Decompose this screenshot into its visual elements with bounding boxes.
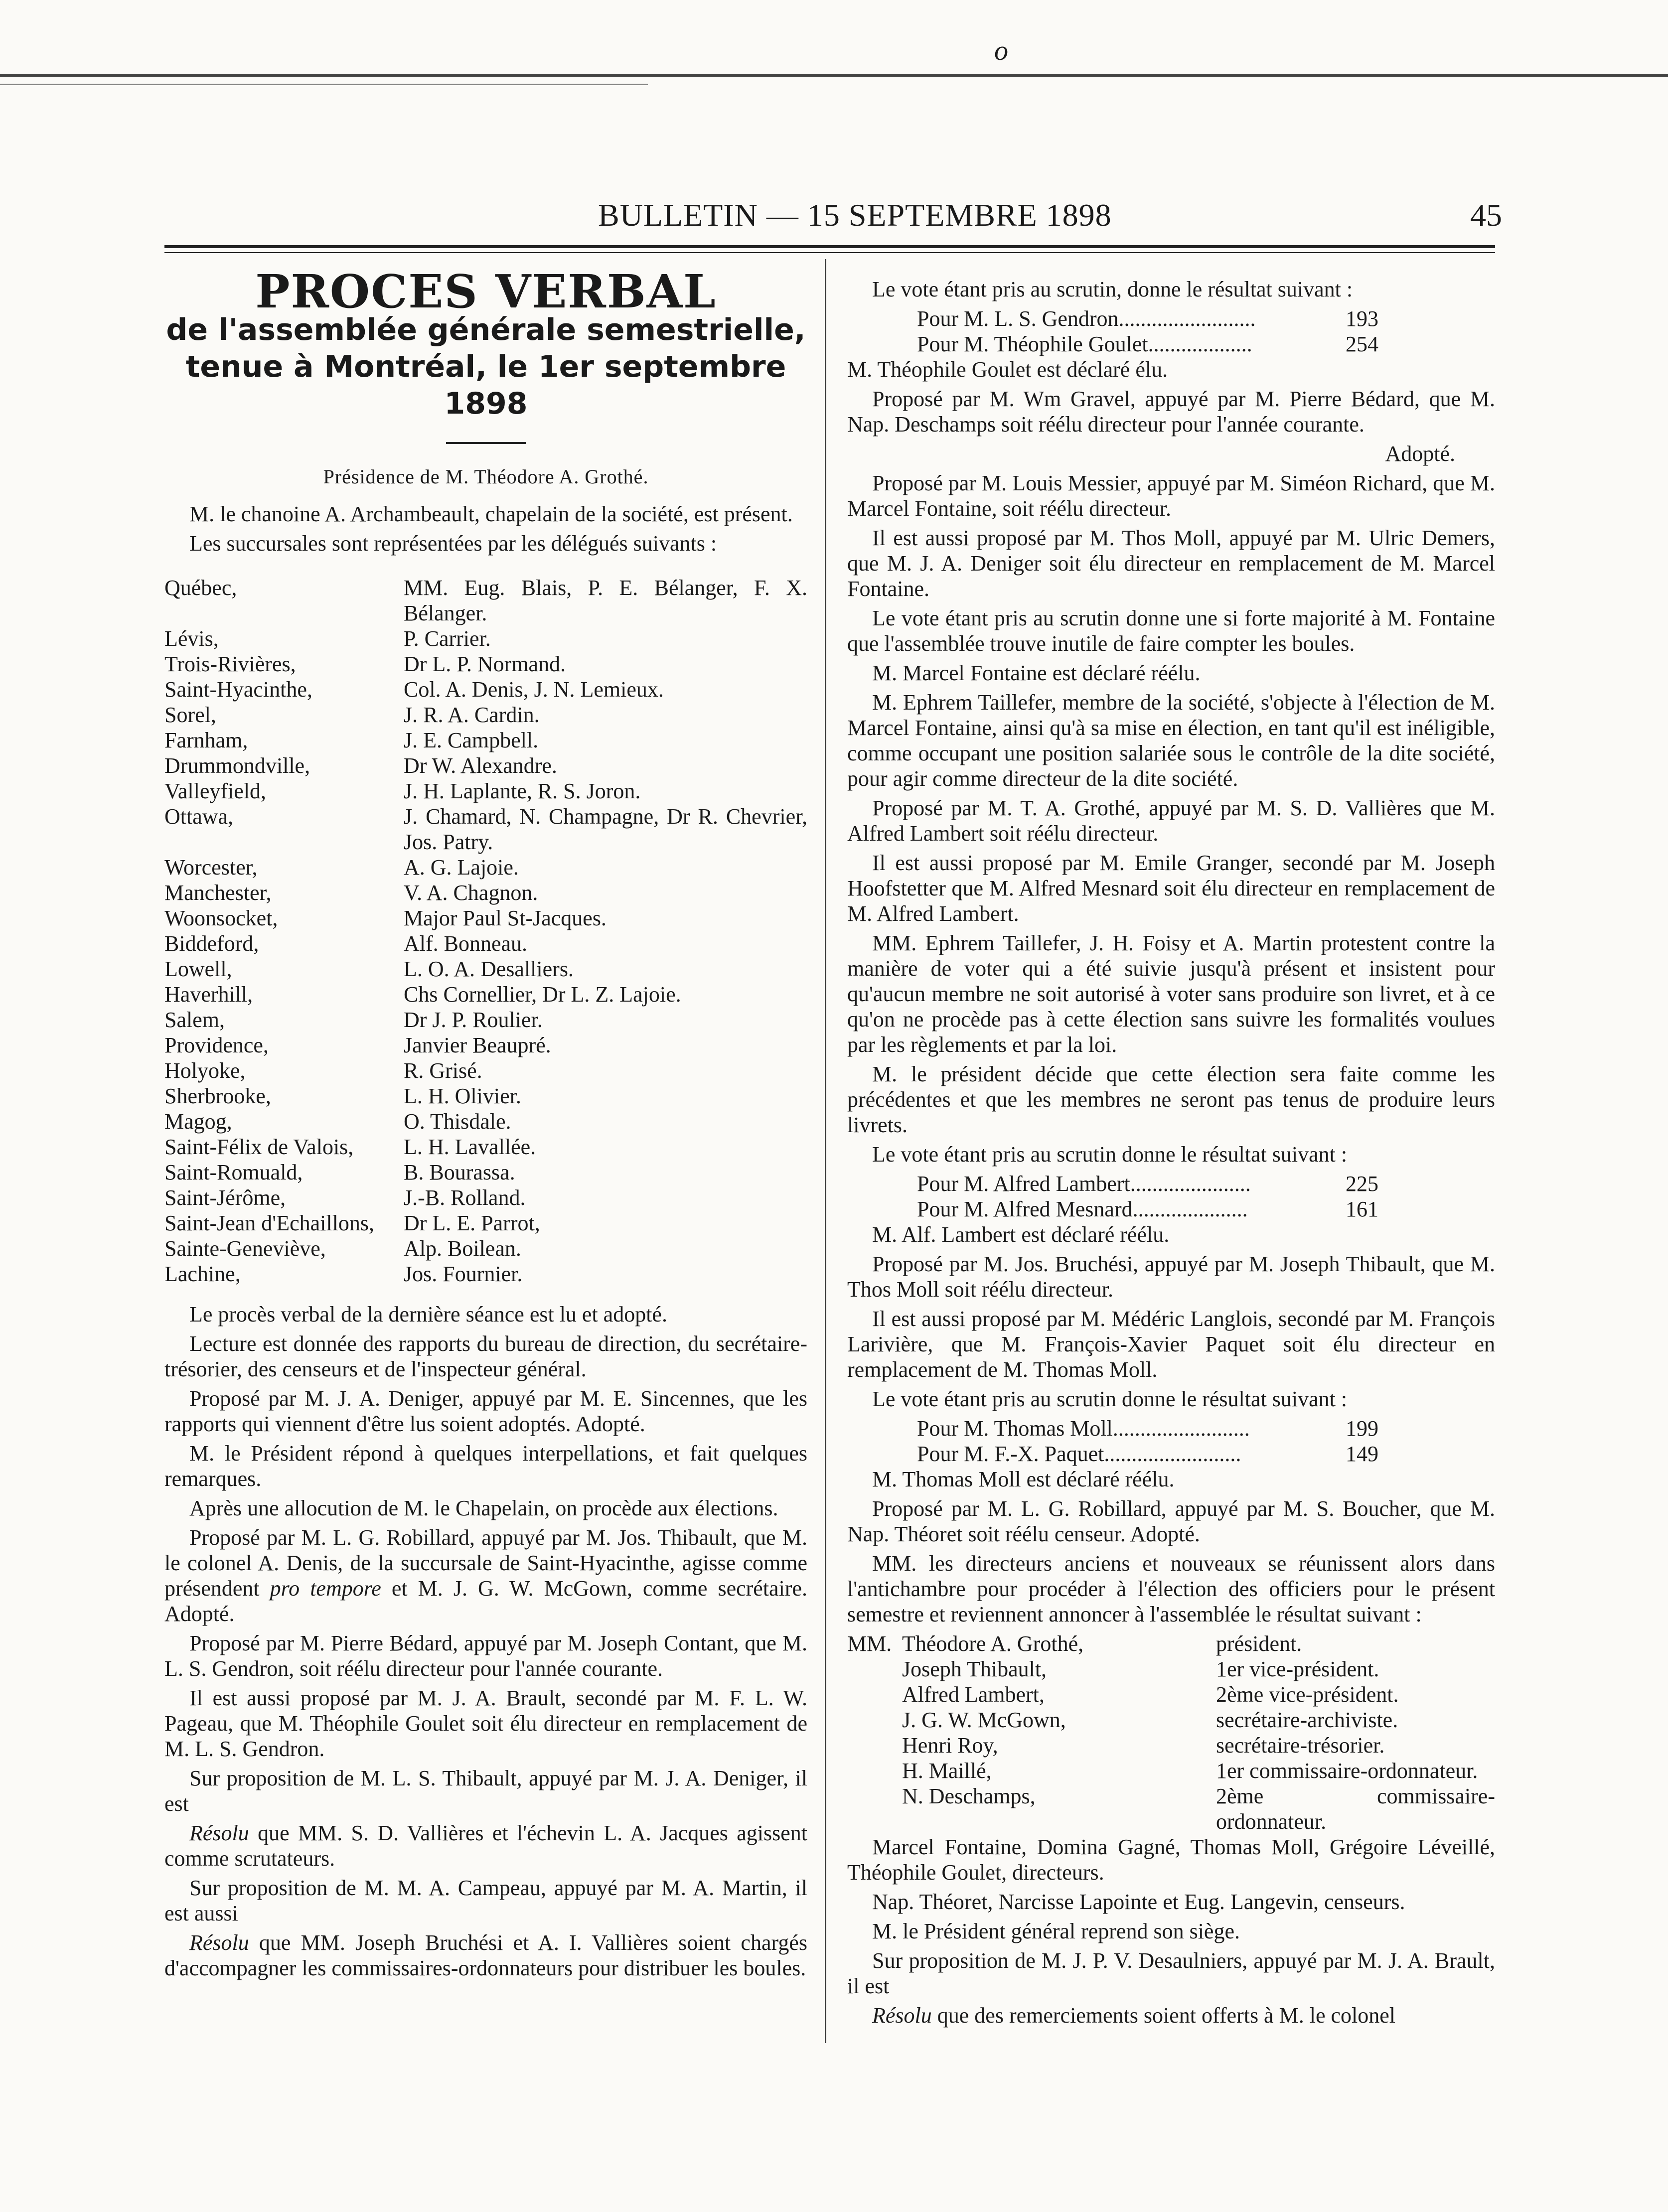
officer-role: 1er commissaire-ordonnateur.: [1216, 1759, 1478, 1783]
delegate-row: [164, 1032, 807, 1058]
paragraph: MM. Ephrem Taillefer, J. H. Foisy et A. Martin protestent contre la manière de voter qui a été suivie jusqu'à présent et insistent pour qu'aucun membre ne soit autorisé à voter sans produire son livret, et à ce qu'on ne procède pas à cette élection sans suivre les formalités voulues par les règlements et par la loi.: [847, 931, 1495, 1057]
paragraph: M. le Président répond à quelques interpellations, et fait quelques remarques.: [164, 1441, 807, 1491]
delegate-names: Alp. Boilean.: [404, 1236, 521, 1261]
vote-row: [847, 331, 1495, 357]
delegate-row: [164, 1210, 807, 1236]
delegate-city: Sorel,: [164, 703, 216, 727]
officer-row: [847, 1758, 1495, 1783]
delegate-row: [164, 982, 807, 1007]
officer-role: 2ème commissaire-ordonnateur.: [1216, 1784, 1495, 1834]
delegate-row: [164, 575, 807, 626]
delegate-city: Valleyfield,: [164, 779, 267, 803]
paragraph: Proposé par M. Jos. Bruchési, appuyé par M. Joseph Thibault, que M. Thos Moll soit réélu directeur.: [847, 1252, 1495, 1302]
delegate-city: Sainte-Geneviève,: [164, 1236, 326, 1261]
paragraph: Résolu que des remerciements soient offerts à M. le colonel: [872, 2003, 1395, 2028]
delegate-city: Haverhill,: [164, 982, 253, 1007]
delegate-city: Trois-Rivières,: [164, 652, 296, 676]
officer-row: [847, 1682, 1495, 1707]
column-divider: [825, 259, 826, 2043]
officer-name: Joseph Thibault,: [902, 1657, 1047, 1681]
delegate-names: P. Carrier.: [404, 626, 491, 651]
vote-candidate: Pour M. Théophile Goulet...................: [917, 332, 1252, 356]
delegate-row: [164, 677, 807, 702]
delegate-city: Saint-Jérôme,: [164, 1185, 286, 1210]
delegates-list: [164, 575, 807, 1287]
paragraph: Il est aussi proposé par M. Thos Moll, appuyé par M. Ulric Demers, que M. J. A. Deniger soit élu directeur en remplacement de M. Marcel Fontaine.: [847, 526, 1495, 601]
paragraph: Proposé par M. T. A. Grothé, appuyé par M. S. D. Vallières que M. Alfred Lambert soit réélu directeur.: [847, 796, 1495, 846]
delegate-row: [164, 905, 807, 931]
vote-candidate: Pour M. L. S. Gendron.........................: [917, 306, 1256, 331]
scan-border-line-2: [0, 84, 648, 85]
officer-role: secrétaire-archiviste.: [1216, 1708, 1398, 1732]
delegate-city: Salem,: [164, 1008, 225, 1032]
delegate-names: J.-B. Rolland.: [404, 1185, 526, 1210]
delegate-row: [164, 1058, 807, 1083]
delegate-names: Janvier Beaupré.: [404, 1033, 551, 1057]
paragraph: Résolu que MM. S. D. Vallières et l'échevin L. A. Jacques agissent comme scrutateurs.: [164, 1821, 807, 1871]
vote-count: 161: [1346, 1197, 1378, 1221]
officer-row: [847, 1783, 1495, 1834]
paragraph: M. Théophile Goulet est déclaré élu.: [847, 357, 1168, 382]
vote-row: [847, 1196, 1495, 1222]
top-mark: o: [994, 35, 1008, 66]
officers-prefix: [847, 1758, 902, 1783]
officer-role: 1er vice-président.: [1216, 1657, 1379, 1681]
delegate-row: [164, 728, 807, 753]
paragraph: Proposé par M. L. G. Robillard, appuyé par M. Jos. Thibault, que M. le colonel A. Denis, de la succursale de Saint-Hyacinthe, agisse comme présendent pro tempore et M. J. G. W. McGown, comme secrétaire. Adopté.: [164, 1525, 807, 1626]
delegate-row: [164, 880, 807, 905]
officer-name: H. Maillé,: [902, 1759, 992, 1783]
delegate-city: Holyoke,: [164, 1058, 246, 1083]
paragraph: Proposé par M. Wm Gravel, appuyé par M. Pierre Bédard, que M. Nap. Deschamps soit réélu directeur pour l'année courante.: [847, 387, 1495, 437]
running-header: BULLETIN — 15 SEPTEMBRE 1898: [598, 197, 1112, 233]
officers-prefix: [847, 1656, 902, 1682]
delegate-city: Biddeford,: [164, 931, 259, 956]
delegate-names: Col. A. Denis, J. N. Lemieux.: [404, 677, 664, 702]
vote-row: [847, 1416, 1495, 1441]
officer-row: [847, 1631, 1495, 1656]
delegate-city: Lachine,: [164, 1262, 241, 1286]
delegate-city: Saint-Hyacinthe,: [164, 677, 312, 702]
delegate-city: Québec,: [164, 576, 237, 600]
delegate-row: [164, 1185, 807, 1210]
paragraph: Le vote étant pris au scrutin, donne le résultat suivant :: [872, 277, 1353, 301]
vote-result-2: [847, 1171, 1495, 1222]
paragraph: Le vote étant pris au scrutin donne le résultat suivant :: [872, 1387, 1348, 1411]
delegate-row: [164, 1134, 807, 1160]
officers-prefix: [847, 1682, 902, 1707]
paragraph: M. Thomas Moll est déclaré réélu.: [872, 1467, 1175, 1491]
paragraph: Sur proposition de M. M. A. Campeau, appuyé par M. A. Martin, il est aussi: [164, 1876, 807, 1925]
paragraph: Nap. Théoret, Narcisse Lapointe et Eug. Langevin, censeurs.: [872, 1890, 1405, 1914]
delegate-names: Chs Cornellier, Dr L. Z. Lajoie.: [404, 982, 681, 1007]
delegate-names: B. Bourassa.: [404, 1160, 515, 1184]
vote-count: 199: [1346, 1416, 1378, 1441]
right-column: [847, 277, 1495, 2032]
delegate-row: [164, 702, 807, 728]
delegate-row: [164, 626, 807, 651]
officer-row: [847, 1656, 1495, 1682]
vote-count: 254: [1346, 332, 1378, 356]
delegate-names: Dr L. E. Parrot,: [404, 1211, 540, 1235]
delegate-names: L. H. Lavallée.: [404, 1135, 536, 1159]
delegate-city: Saint-Romuald,: [164, 1160, 303, 1184]
paragraph: Lecture est donnée des rapports du bureau de direction, du secrétaire-trésorier, des censeurs et de l'inspecteur général.: [164, 1331, 807, 1381]
paragraph: M. Alf. Lambert est déclaré réélu.: [872, 1222, 1170, 1247]
delegate-city: Saint-Jean d'Echaillons,: [164, 1211, 374, 1235]
document-subtitle: de l'assemblée générale semestrielle, tenue à Montréal, le 1er septembre 1898: [166, 312, 806, 421]
delegate-names: V. A. Chagnon.: [404, 881, 538, 905]
paragraph: Marcel Fontaine, Domina Gagné, Thomas Moll, Grégoire Léveillé, Théophile Goulet, directeurs.: [847, 1835, 1495, 1885]
paragraph: Résolu que MM. Joseph Bruchési et A. I. Vallières soient chargés d'accompagner les commissaires-ordonnateurs pour distribuer les boules.: [164, 1930, 807, 1980]
delegate-names: L. H. Olivier.: [404, 1084, 521, 1108]
officers-prefix: MM.: [847, 1631, 892, 1656]
delegate-names: L. O. A. Desalliers.: [404, 957, 574, 981]
delegate-row: [164, 1007, 807, 1032]
vote-candidate: Pour M. Thomas Moll.........................: [917, 1416, 1250, 1441]
delegate-row: [164, 1160, 807, 1185]
vote-row: [847, 1171, 1495, 1196]
delegate-row: [164, 855, 807, 880]
vote-row: [847, 306, 1495, 331]
paragraph: Le procès verbal de la dernière séance est lu et adopté.: [189, 1302, 667, 1327]
presidence-line: Présidence de M. Théodore A. Grothé.: [323, 465, 649, 488]
header-rule: [164, 245, 1495, 248]
delegate-names: A. G. Lajoie.: [404, 855, 519, 880]
delegate-city: Lévis,: [164, 626, 219, 651]
delegate-names: J. E. Campbell.: [404, 728, 539, 752]
delegate-names: Dr W. Alexandre.: [404, 753, 557, 778]
paragraph: Il est aussi proposé par M. Emile Granger, secondé par M. Joseph Hoofstetter que M. Alfred Mesnard soit élu directeur en remplacement de M. Alfred Lambert.: [847, 851, 1495, 926]
paragraph: M. Ephrem Taillefer, membre de la société, s'objecte à l'élection de M. Marcel Fontaine, ainsi qu'à sa mise en élection, en tant qu'il est inéligible, comme occupant une position salariée sous le contrôle de la dite société, pour agir comme directeur de la dite société.: [847, 690, 1495, 791]
officer-name: Alfred Lambert,: [902, 1682, 1045, 1707]
left-column: [164, 265, 807, 1985]
delegate-row: [164, 1236, 807, 1261]
delegate-names: J. R. A. Cardin.: [404, 703, 540, 727]
delegate-city: Ottawa,: [164, 804, 234, 829]
delegate-row: [164, 931, 807, 956]
delegate-names: Jos. Fournier.: [404, 1262, 523, 1286]
paragraph: M. le chanoine A. Archambeault, chapelain de la société, est présent.: [189, 502, 793, 526]
officer-row: [847, 1733, 1495, 1758]
vote-candidate: Pour M. F.-X. Paquet.........................: [917, 1442, 1241, 1466]
paragraph: M. le Président général reprend son siège.: [872, 1919, 1240, 1943]
delegate-city: Lowell,: [164, 957, 232, 981]
officer-name: J. G. W. McGown,: [902, 1708, 1066, 1732]
delegate-row: [164, 1261, 807, 1287]
officers-prefix: [847, 1707, 902, 1733]
delegate-city: Providence,: [164, 1033, 269, 1057]
vote-count: 149: [1346, 1442, 1378, 1466]
adopte-label: Adopté.: [1385, 442, 1455, 466]
vote-count: 193: [1346, 306, 1378, 331]
officers-prefix: [847, 1733, 902, 1758]
header-rule-thin: [164, 252, 1495, 253]
vote-candidate: Pour M. Alfred Lambert......................: [917, 1172, 1251, 1196]
delegate-row: [164, 804, 807, 855]
paragraph: Sur proposition de M. J. P. V. Desaulniers, appuyé par M. J. A. Brault, il est: [847, 1948, 1495, 1998]
officers-prefix: [847, 1783, 902, 1834]
paragraph: Le vote étant pris au scrutin donne une si forte majorité à M. Fontaine que l'assemblée trouve inutile de faire compter les boules.: [847, 606, 1495, 656]
paragraph: Après une allocution de M. le Chapelain, on procède aux élections.: [189, 1496, 778, 1520]
officer-name: Théodore A. Grothé,: [902, 1631, 1084, 1656]
paragraph: Le vote étant pris au scrutin donne le résultat suivant :: [872, 1142, 1348, 1167]
officer-name: Henri Roy,: [902, 1733, 998, 1758]
officers-list: [847, 1631, 1495, 1834]
page-number: 45: [1470, 197, 1502, 233]
vote-candidate: Pour M. Alfred Mesnard.....................: [917, 1197, 1248, 1221]
delegate-row: [164, 778, 807, 804]
delegate-names: Dr L. P. Normand.: [404, 652, 566, 676]
delegate-city: Manchester,: [164, 881, 272, 905]
delegate-names: O. Thisdale.: [404, 1109, 511, 1134]
paragraph: Proposé par M. Louis Messier, appuyé par M. Siméon Richard, que M. Marcel Fontaine, soit réélu directeur.: [847, 471, 1495, 521]
officer-name: N. Deschamps,: [902, 1784, 1036, 1808]
title-rule: [446, 442, 526, 444]
delegate-row: [164, 753, 807, 778]
delegate-city: Woonsocket,: [164, 906, 278, 930]
vote-count: 225: [1346, 1172, 1378, 1196]
delegate-names: Alf. Bonneau.: [404, 931, 528, 956]
delegate-names: J. H. Laplante, R. S. Joron.: [404, 779, 641, 803]
officer-role: président.: [1216, 1631, 1302, 1656]
delegate-city: Worcester,: [164, 855, 258, 880]
paragraph: M. le président décide que cette élection sera faite comme les précédentes et que les membres ne seront pas tenus de produire leurs livrets.: [847, 1062, 1495, 1137]
paragraph: Sur proposition de M. L. S. Thibault, appuyé par M. J. A. Deniger, il est: [164, 1766, 807, 1816]
delegate-city: Magog,: [164, 1109, 232, 1134]
delegate-names: J. Chamard, N. Champagne, Dr R. Chevrier, Jos. Patry.: [404, 804, 807, 854]
delegate-names: Dr J. P. Roulier.: [404, 1008, 543, 1032]
officer-role: secrétaire-trésorier.: [1216, 1733, 1385, 1758]
scan-border-line: [0, 74, 1668, 77]
delegate-row: [164, 651, 807, 677]
officer-role: 2ème vice-président.: [1216, 1682, 1399, 1707]
paragraph: Proposé par M. J. A. Deniger, appuyé par M. E. Sincennes, que les rapports qui viennent d'être lus soient adoptés. Adopté.: [164, 1386, 807, 1436]
vote-result-1: [847, 306, 1495, 357]
paragraph: Proposé par M. Pierre Bédard, appuyé par M. Joseph Contant, que M. L. S. Gendron, soit réélu directeur pour l'année courante.: [164, 1631, 807, 1681]
officer-row: [847, 1707, 1495, 1733]
delegate-row: [164, 956, 807, 982]
delegate-row: [164, 1083, 807, 1109]
vote-result-3: [847, 1416, 1495, 1467]
delegate-city: Drummondville,: [164, 753, 310, 778]
delegate-names: R. Grisé.: [404, 1058, 482, 1083]
delegate-city: Farnham,: [164, 728, 248, 752]
paragraph: Proposé par M. L. G. Robillard, appuyé par M. S. Boucher, que M. Nap. Théoret soit réélu censeur. Adopté.: [847, 1496, 1495, 1546]
paragraph: Les succursales sont représentées par les délégués suivants :: [189, 531, 717, 556]
delegate-names: MM. Eug. Blais, P. E. Bélanger, F. X. Bélanger.: [404, 576, 807, 625]
paragraph: M. Marcel Fontaine est déclaré réélu.: [872, 661, 1201, 685]
delegate-city: Saint-Félix de Valois,: [164, 1135, 354, 1159]
delegate-row: [164, 1109, 807, 1134]
paragraph: Il est aussi proposé par M. Médéric Langlois, secondé par M. François Larivière, que M. François-Xavier Paquet soit élu directeur en remplacement de M. Thomas Moll.: [847, 1307, 1495, 1382]
vote-row: [847, 1441, 1495, 1467]
paragraph: Il est aussi proposé par M. J. A. Brault, secondé par M. F. L. W. Pageau, que M. Théophile Goulet soit élu directeur en remplacement de M. L. S. Gendron.: [164, 1686, 807, 1761]
document-title: PROCES VERBAL: [255, 265, 717, 318]
delegate-names: Major Paul St-Jacques.: [404, 906, 607, 930]
paragraph: MM. les directeurs anciens et nouveaux se réunissent alors dans l'antichambre pour procéder à l'élection des officiers pour le présent semestre et reviennent annoncer à l'assemblée le résultat suivant :: [847, 1551, 1495, 1626]
delegate-city: Sherbrooke,: [164, 1084, 271, 1108]
